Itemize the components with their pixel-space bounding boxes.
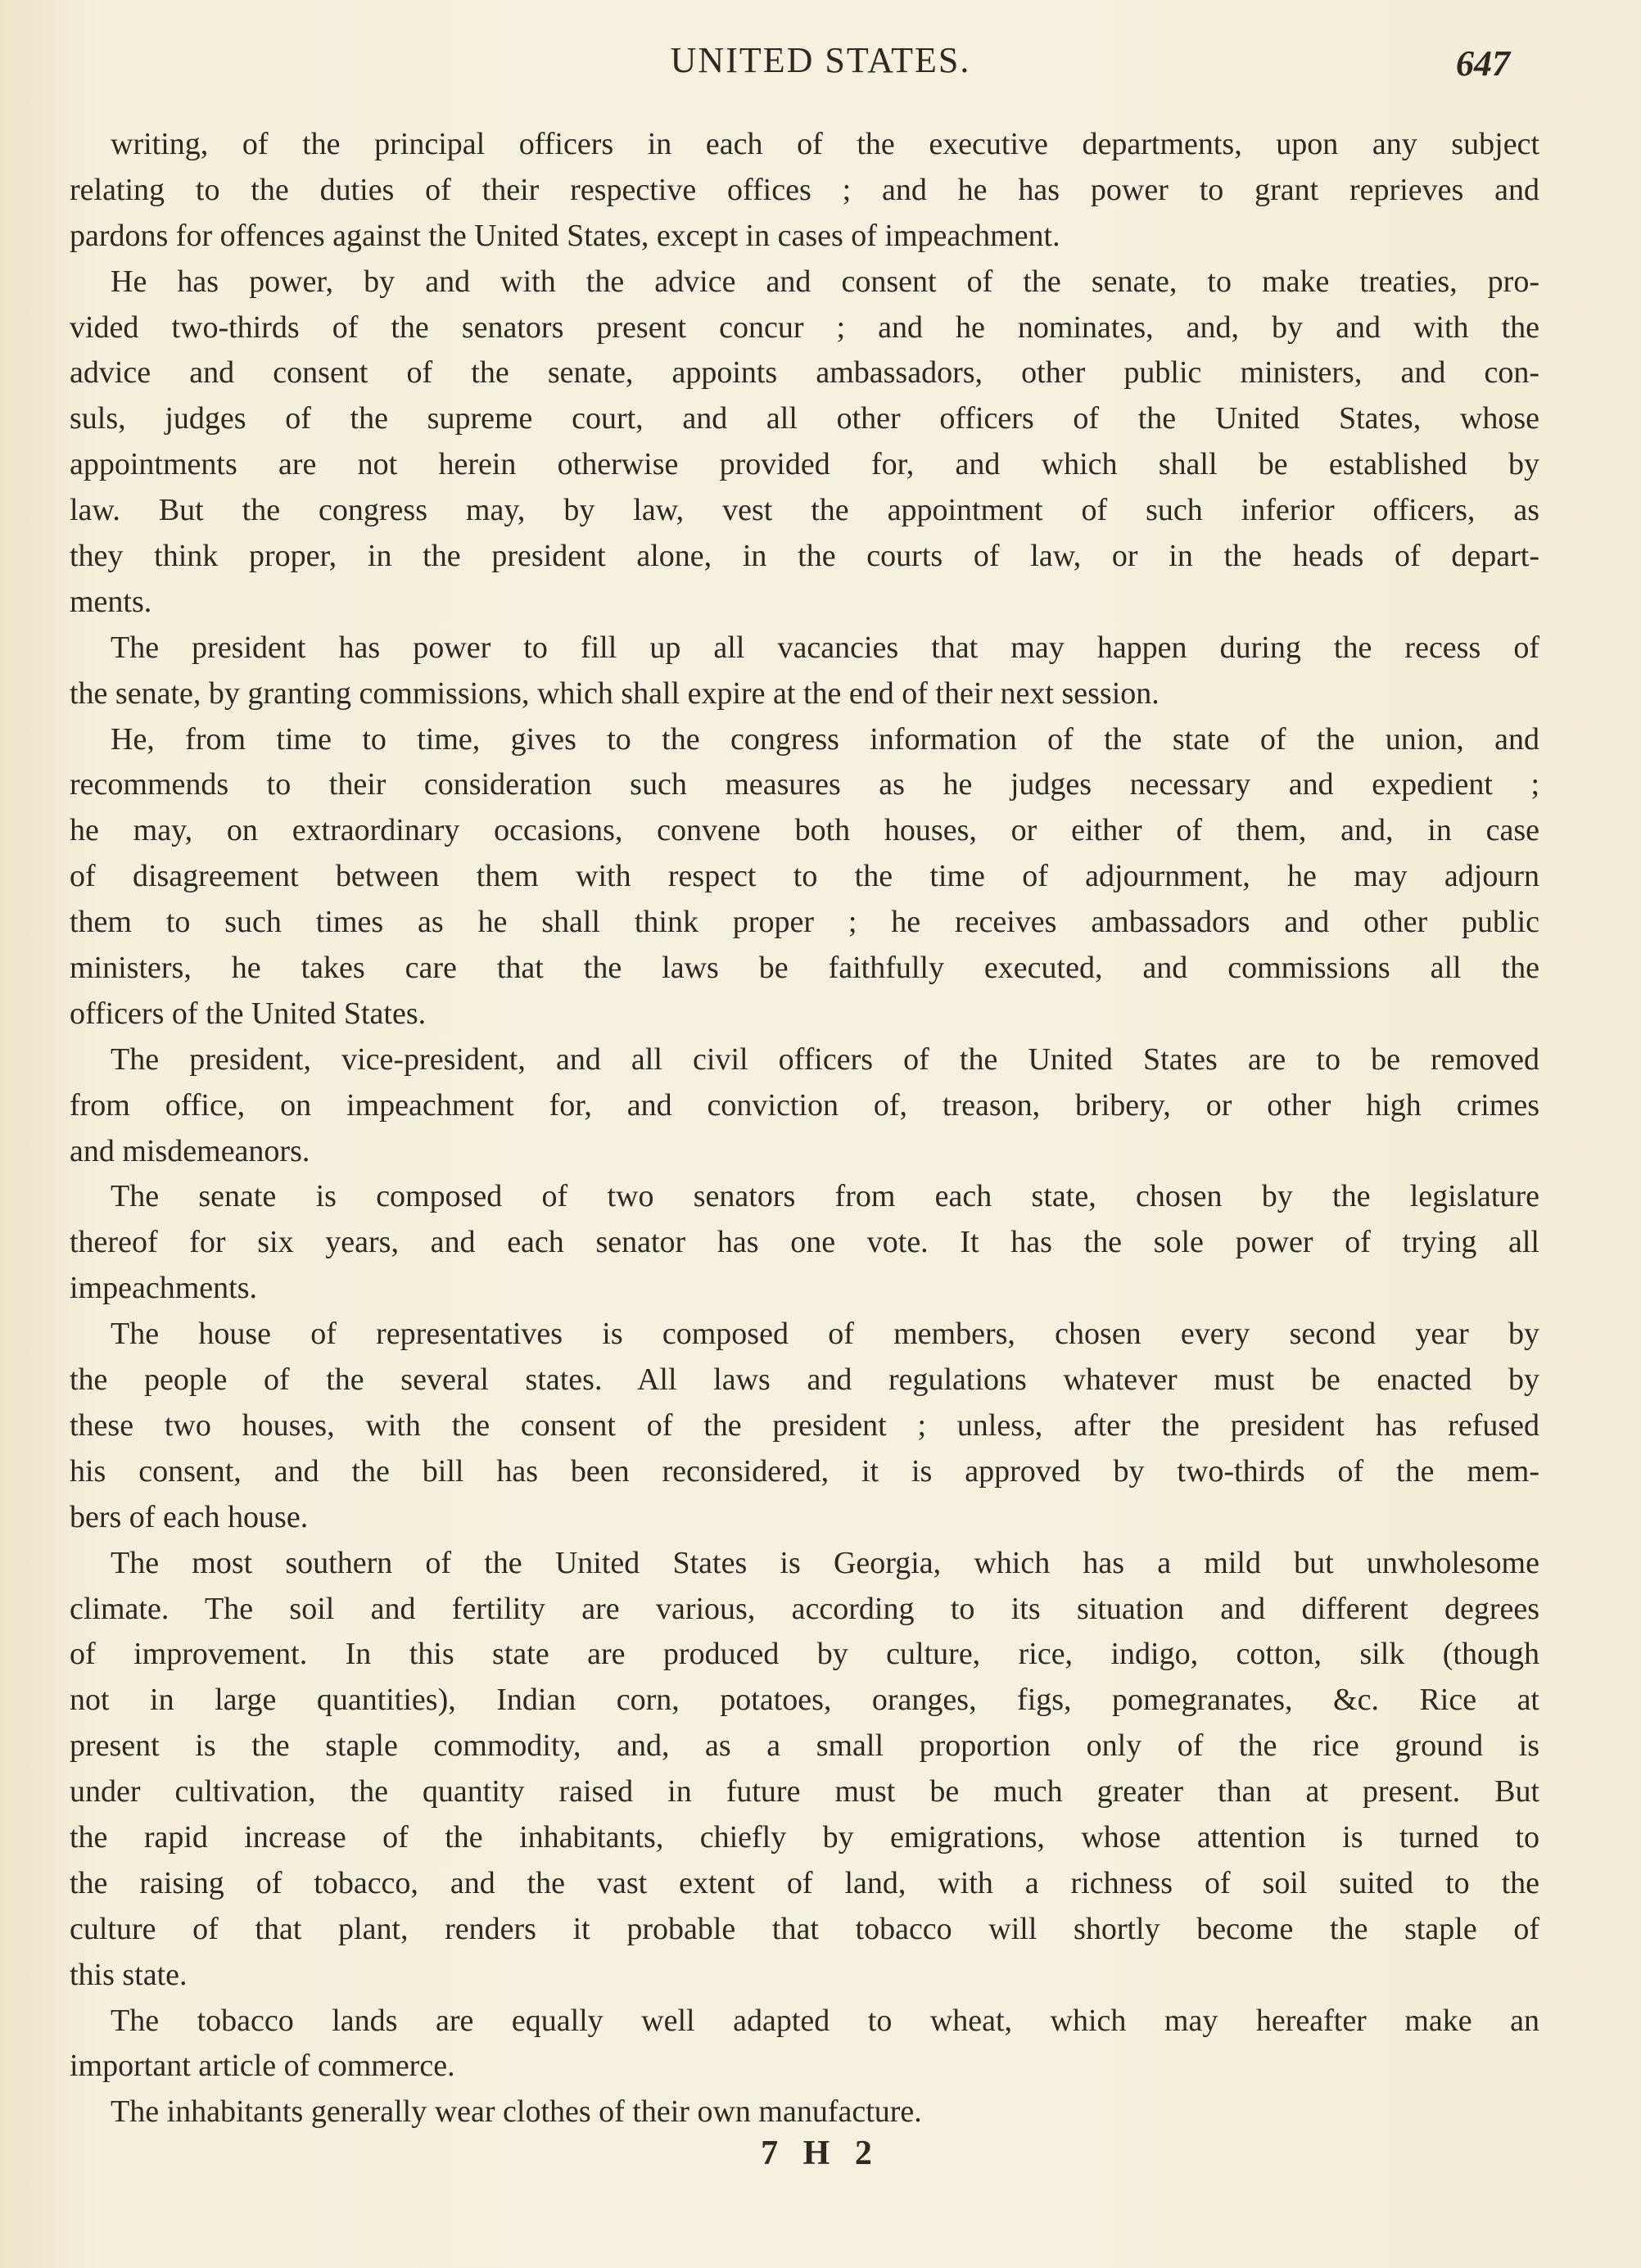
text-line: his consent, and the bill has been reconsidered, it is approved by two-thirds of the mem- (70, 1453, 1539, 1489)
text-line: he may, on extraordinary occasions, convene both houses, or either of them, and, in case (70, 813, 1539, 848)
text-line: the people of the several states. All laws and regulations whatever must be enacted by (70, 1362, 1539, 1398)
paragraph (70, 1999, 1539, 2090)
paragraph (70, 626, 1539, 717)
text-line: impeachments. (70, 1271, 257, 1306)
text-line: advice and consent of the senate, appoints ambassadors, other public ministers, and con- (70, 355, 1539, 391)
text-line: He has power, by and with the advice and consent of the senate, to make treaties, pro- (111, 264, 1539, 299)
text-line: the raising of tobacco, and the vast extent of land, with a richness of soil suited to the (70, 1865, 1539, 1900)
text-line: The most southern of the United States is Georgia, which has a mild but unwholesome (111, 1545, 1539, 1580)
text-line: He, from time to time, gives to the congress information of the state of the union, and (111, 721, 1539, 757)
text-line: them to such times as he shall think proper ; he receives ambassadors and other public (70, 905, 1539, 940)
signature-mark: 7 H 2 (761, 2135, 880, 2172)
running-header: UNITED STATES. (670, 40, 971, 80)
text-line: of improvement. In this state are produced by culture, rice, indigo, cotton, silk (though (70, 1637, 1539, 1672)
text-line: bers of each house. (70, 1499, 309, 1534)
paragraph (70, 1174, 1539, 1312)
text-line: The inhabitants generally wear clothes of their own manufacture. (111, 2094, 922, 2130)
text-line: suls, judges of the supreme court, and all other officers of the United States, whose (70, 401, 1539, 436)
text-line: of disagreement between them with respect to the time of adjournment, he may adjourn (70, 859, 1539, 894)
text-line: The house of representatives is composed of members, chosen every second year by (111, 1317, 1539, 1352)
text-line: The senate is composed of two senators from each state, chosen by the legislature (111, 1179, 1539, 1214)
text-line: officers of the United States. (70, 996, 427, 1031)
text-line: these two houses, with the consent of the president ; unless, after the president has refused (70, 1407, 1539, 1443)
paragraph (70, 1312, 1539, 1540)
text-line: this state. (70, 1957, 188, 1992)
paragraph (70, 260, 1539, 626)
text-line: and misdemeanors. (70, 1133, 310, 1168)
text-line: The president has power to fill up all vacancies that may happen during the recess of (111, 630, 1539, 665)
text-line: they think proper, in the president alone, in the courts of law, or in the heads of depart- (70, 539, 1539, 574)
text-line: The tobacco lands are equally well adapted to wheat, which may hereafter make an (111, 2003, 1539, 2038)
text-line: under cultivation, the quantity raised in future must be much greater than at present. But (70, 1774, 1539, 1809)
text-line: The president, vice-president, and all civil officers of the United States are to be removed (111, 1041, 1539, 1077)
text-line: ministers, he takes care that the laws be faithfully executed, and commissions all the (70, 951, 1539, 986)
text-line: the rapid increase of the inhabitants, chiefly by emigrations, whose attention is turned to (70, 1819, 1539, 1855)
paragraph (70, 1541, 1539, 1999)
text-line: not in large quantities), Indian corn, potatoes, oranges, figs, pomegranates, &c. Rice at (70, 1683, 1539, 1718)
text-line: writing, of the principal officers in each of the executive departments, upon any subject (111, 127, 1539, 161)
paragraph (70, 122, 1539, 260)
text-line: climate. The soil and fertility are various, according to its situation and different degrees (70, 1591, 1539, 1626)
text-line: law. But the congress may, by law, vest the appointment of such inferior officers, as (70, 493, 1539, 528)
text-line: culture of that plant, renders it probable that tobacco will shortly become the staple of (70, 1911, 1539, 1946)
text-line: present is the staple commodity, and, as a small proportion only of the rice ground is (70, 1728, 1539, 1764)
text-line: from office, on impeachment for, and conviction of, treason, bribery, or other high crimes (70, 1087, 1539, 1123)
text-line: relating to the duties of their respective offices ; and he has power to grant reprieves and (70, 172, 1539, 207)
text-line: appointments are not herein otherwise provided for, and which shall be established by (70, 447, 1539, 482)
text-line: thereof for six years, and each senator has one vote. It has the sole power of trying all (70, 1225, 1539, 1260)
paragraph (70, 2090, 1539, 2135)
text-line: ments. (70, 584, 152, 619)
text-line: vided two-thirds of the senators present concur ; and he nominates, and, by and with the (70, 309, 1539, 345)
text-line: pardons for offences against the United States, except in cases of impeachment. (70, 218, 1060, 253)
paragraph (70, 717, 1539, 1037)
page-number: 647 (1456, 43, 1510, 84)
body-text (70, 122, 1539, 2135)
text-line: the senate, by granting commissions, which shall expire at the end of their next session. (70, 675, 1160, 711)
text-line: important article of commerce. (70, 2049, 455, 2084)
paragraph (70, 1037, 1539, 1175)
text-line: recommends to their consideration such measures as he judges necessary and expedient ; (70, 767, 1539, 802)
